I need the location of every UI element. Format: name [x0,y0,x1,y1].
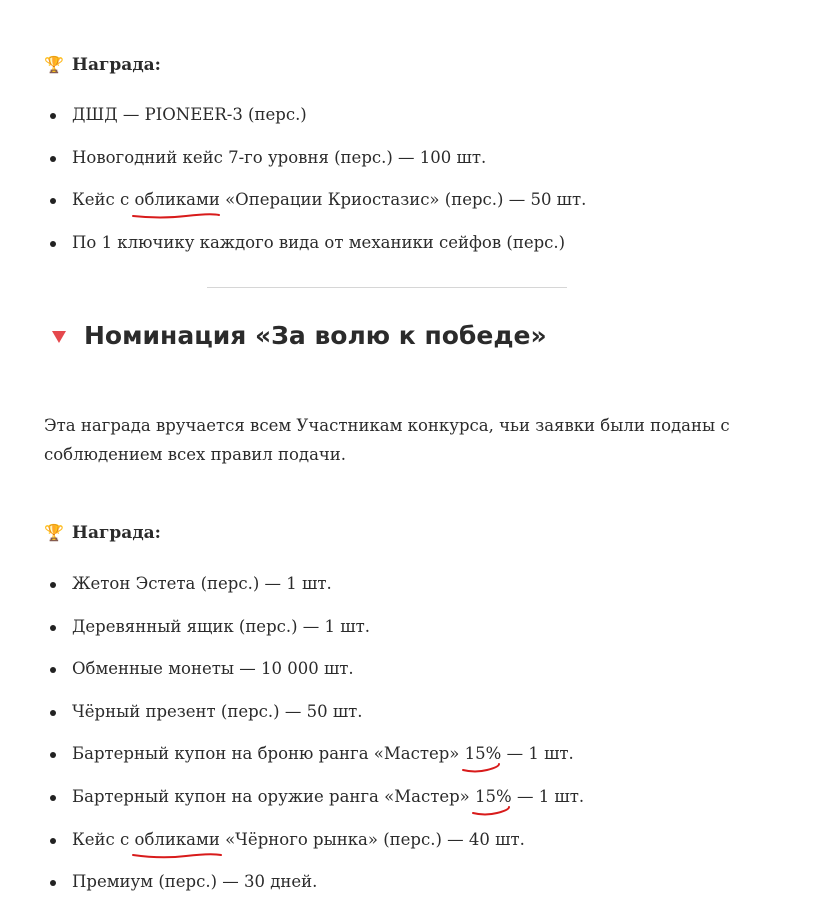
list-item-text: Жетон Эстета (перс.) — 1 шт. [72,574,332,593]
list-item-text: Бартерный купон на оружие ранга «Мастер» [72,786,476,806]
reward-label: Награда: [71,523,161,543]
trophy-icon: 🏆 [44,523,64,542]
list-item-text: «Операции Криостазис» (перс.) — 50 шт. [219,190,587,210]
list-item [44,700,584,743]
reward-label: Награда: [71,55,161,75]
reward-heading-2 [44,523,161,543]
underlined-percent: 15% [465,742,502,766]
list-item-text: «Чёрного рынка» (перс.) — 40 шт. [219,829,525,849]
list-item-text: Кейс с [72,190,135,210]
list-item [44,103,586,146]
reward-list-2 [44,572,584,913]
list-item [44,188,586,231]
list-item-text: — 1 шт. [501,744,574,764]
red-underline-mark [131,210,221,220]
red-triangle-icon [52,331,66,343]
list-item [44,231,586,274]
list-item-text: Деревянный ящик (перс.) — 1 шт. [72,616,371,636]
underlined-percent: 15% [475,785,512,809]
list-item [44,785,584,828]
description-line-1: Эта награда вручается всем Участникам конкурса, чьи заявки были поданы с [44,416,730,435]
list-item [44,870,584,913]
description-line-2: соблюдением всех правил подачи. [44,445,347,464]
nomination-description [44,411,744,469]
red-underline-mark [461,762,503,774]
underlined-word: обликами [135,828,220,852]
reward-heading-1 [44,55,161,75]
underlined-word: обликами [135,188,220,212]
list-item-text: Новогодний кейс 7-го уровня (перс.) — 100 шт. [72,147,487,167]
nomination-title-text: Номинация «За волю к победе» [84,321,547,350]
trophy-icon: 🏆 [44,55,64,74]
nomination-title [52,321,547,350]
list-item [44,742,584,785]
list-item-text: Премиум (перс.) — 30 дней. [72,872,318,892]
list-item-text: По 1 ключику каждого вида от механики сейфов (перс.) [72,232,566,252]
list-item-text: ДШД — PIONEER-3 (перс.) [72,105,307,124]
list-item [44,615,584,658]
list-item [44,828,584,871]
list-item [44,572,584,615]
list-item [44,146,586,189]
list-item [44,657,584,700]
reward-list-1 [44,103,586,273]
list-item-text: Чёрный презент (перс.) — 50 шт. [72,701,363,721]
red-underline-mark [471,805,513,817]
list-item-text: Бартерный купон на броню ранга «Мастер» [72,744,465,764]
list-item-text: Кейс с [72,829,135,849]
red-underline-mark [131,850,223,860]
section-divider [207,287,567,288]
list-item-text: Обменные монеты — 10 000 шт. [72,659,354,679]
list-item-text: — 1 шт. [511,786,585,806]
